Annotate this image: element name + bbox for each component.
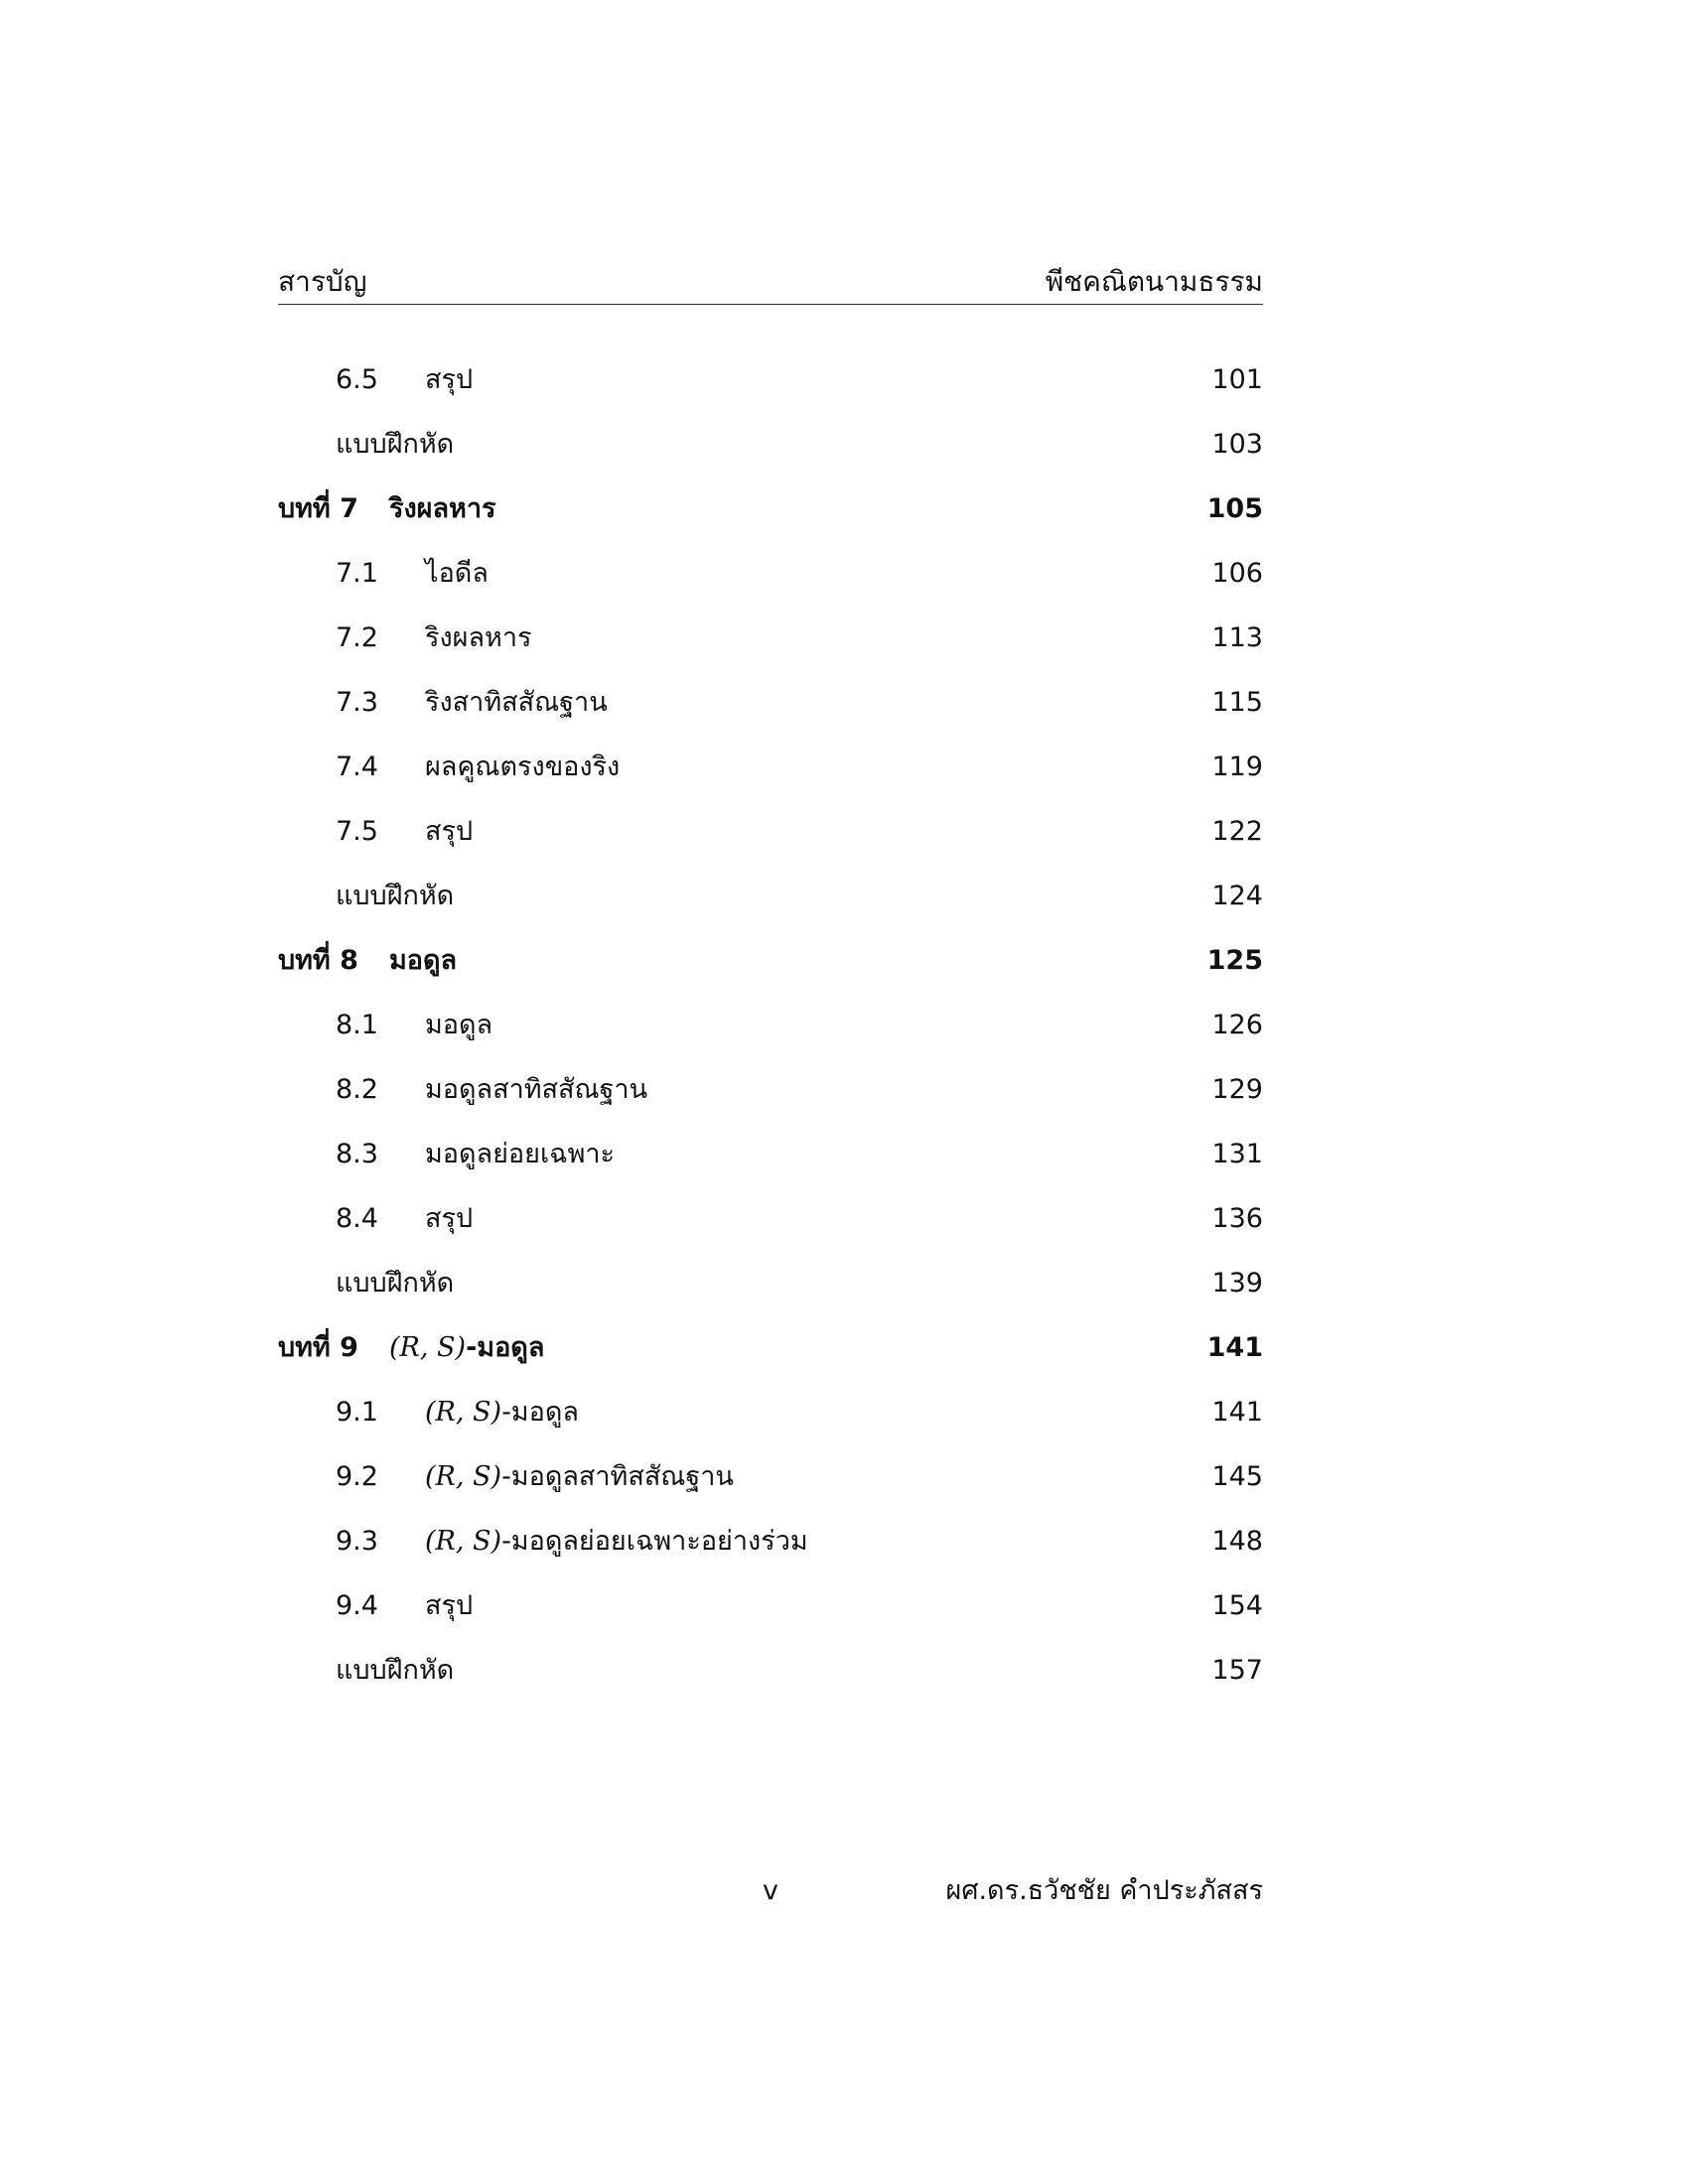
toc-entry-title-text: -มอดูล xyxy=(466,1332,545,1363)
toc-entry-title-text: ผลคูณตรงของริง xyxy=(425,751,621,782)
toc-entry-page: 148 xyxy=(1203,1509,1263,1573)
toc-entry-number: บทที่ 7 xyxy=(278,493,358,524)
toc-entry-title xyxy=(425,1509,818,1573)
toc-entry-title xyxy=(425,347,483,412)
toc-entry-title-text: สรุป xyxy=(425,1203,474,1234)
toc-entry-number: 9.2 xyxy=(336,1461,378,1492)
toc-entry-section[interactable] xyxy=(278,993,1263,1057)
toc-entry-number: 8.1 xyxy=(336,1010,378,1040)
toc-entry-number: 9.1 xyxy=(336,1397,378,1428)
toc-entry-title-text: -มอดูลย่อยเฉพาะอย่างร่วม xyxy=(501,1526,808,1557)
toc-entry-section[interactable] xyxy=(278,735,1263,799)
toc-entry-exercise[interactable] xyxy=(278,1638,1263,1703)
math-expression: (R, S) xyxy=(425,1461,502,1492)
toc-entry-title-text: แบบฝึกหัด xyxy=(336,1268,455,1298)
math-expression: (R, S) xyxy=(389,1332,467,1363)
toc-entry-title-text: มอดูลย่อยเฉพาะ xyxy=(425,1139,616,1169)
header-section-title: สารบัญ xyxy=(278,265,367,298)
toc-entry-title xyxy=(425,606,542,670)
toc-entry-title xyxy=(336,1638,464,1703)
toc-entry-page: 113 xyxy=(1203,606,1263,670)
toc-entry-title xyxy=(389,1315,554,1380)
toc-entry-number: บทที่ 8 xyxy=(278,945,358,976)
toc-entry-title xyxy=(425,1444,744,1509)
toc-entry-section[interactable] xyxy=(278,670,1263,735)
toc-entry-page: 122 xyxy=(1203,799,1263,864)
toc-entry-title-text: ริงผลหาร xyxy=(389,493,496,524)
toc-entry-title xyxy=(425,670,618,735)
toc-entry-title-text: -มอดูลสาทิสสัณฐาน xyxy=(501,1461,734,1492)
toc-entry-exercise[interactable] xyxy=(278,864,1263,928)
toc-entry-section[interactable] xyxy=(278,1444,1263,1509)
toc-entry-page: 131 xyxy=(1203,1122,1263,1186)
toc-entry-title-text: แบบฝึกหัด xyxy=(336,881,455,911)
toc-entry-chapter[interactable] xyxy=(278,1315,1263,1380)
toc-entry-chapter[interactable] xyxy=(278,477,1263,541)
toc-entry-title xyxy=(425,993,502,1057)
toc-entry-number: 9.3 xyxy=(336,1526,378,1557)
table-of-contents xyxy=(278,347,1263,1703)
toc-entry-page: 141 xyxy=(1199,1315,1263,1380)
header-book-title: พีชคณิตนามธรรม xyxy=(1045,265,1263,298)
toc-entry-page: 154 xyxy=(1203,1573,1263,1638)
toc-entry-title-text: ไอดีล xyxy=(425,558,489,589)
toc-entry-page: 125 xyxy=(1199,928,1263,993)
toc-entry-title-text: แบบฝึกหัด xyxy=(336,1655,455,1686)
toc-entry-page: 145 xyxy=(1203,1444,1263,1509)
toc-entry-title xyxy=(425,799,483,864)
toc-entry-page: 139 xyxy=(1203,1251,1263,1315)
toc-entry-section[interactable] xyxy=(278,1573,1263,1638)
toc-entry-number: 8.4 xyxy=(336,1203,378,1234)
toc-entry-page: 119 xyxy=(1203,735,1263,799)
toc-entry-exercise[interactable] xyxy=(278,412,1263,477)
toc-entry-page: 129 xyxy=(1203,1057,1263,1122)
toc-entry-title xyxy=(425,1057,657,1122)
toc-entry-title-text: ริงสาทิสสัณฐาน xyxy=(425,687,608,718)
toc-entry-title-text: มอดูลสาทิสสัณฐาน xyxy=(425,1074,648,1105)
running-header xyxy=(278,260,1263,305)
author-name: ผศ.ดร.ธวัชชัย คำประภัสสร xyxy=(945,1875,1263,1906)
toc-entry-title-text: สรุป xyxy=(425,1590,474,1621)
toc-entry-number: 6.5 xyxy=(336,364,378,395)
toc-entry-title xyxy=(425,541,498,606)
toc-entry-section[interactable] xyxy=(278,1186,1263,1251)
toc-entry-title xyxy=(425,1186,483,1251)
page-footer xyxy=(278,1871,1263,1911)
toc-entry-title xyxy=(336,412,464,477)
toc-entry-title-text: แบบฝึกหัด xyxy=(336,429,455,460)
toc-entry-page: 157 xyxy=(1203,1638,1263,1703)
toc-entry-number: 7.3 xyxy=(336,687,378,718)
toc-entry-title xyxy=(389,477,506,541)
toc-entry-page: 103 xyxy=(1203,412,1263,477)
toc-entry-title xyxy=(425,1380,589,1444)
toc-entry-title-text: -มอดูล xyxy=(501,1397,579,1428)
toc-entry-number: 7.4 xyxy=(336,751,378,782)
toc-entry-number: 7.5 xyxy=(336,816,378,847)
toc-entry-section[interactable] xyxy=(278,606,1263,670)
toc-entry-number: 7.2 xyxy=(336,622,378,653)
toc-entry-number: บทที่ 9 xyxy=(278,1332,358,1363)
toc-entry-chapter[interactable] xyxy=(278,928,1263,993)
math-expression: (R, S) xyxy=(425,1526,502,1557)
toc-entry-title xyxy=(336,1251,464,1315)
page-number: v xyxy=(763,1875,778,1906)
toc-entry-number: 9.4 xyxy=(336,1590,378,1621)
toc-entry-section[interactable] xyxy=(278,1380,1263,1444)
toc-entry-page: 124 xyxy=(1203,864,1263,928)
toc-entry-page: 106 xyxy=(1203,541,1263,606)
toc-entry-page: 126 xyxy=(1203,993,1263,1057)
toc-entry-title xyxy=(336,864,464,928)
toc-entry-title-text: สรุป xyxy=(425,364,474,395)
toc-entry-number: 8.2 xyxy=(336,1074,378,1105)
toc-entry-section[interactable] xyxy=(278,1509,1263,1573)
toc-entry-title xyxy=(425,1573,483,1638)
toc-entry-section[interactable] xyxy=(278,799,1263,864)
toc-entry-page: 115 xyxy=(1203,670,1263,735)
toc-entry-page: 141 xyxy=(1203,1380,1263,1444)
toc-entry-page: 136 xyxy=(1203,1186,1263,1251)
toc-entry-section[interactable] xyxy=(278,347,1263,412)
toc-entry-title-text: ริงผลหาร xyxy=(425,622,532,653)
toc-entry-title xyxy=(425,1122,625,1186)
math-expression: (R, S) xyxy=(425,1397,502,1428)
toc-entry-exercise[interactable] xyxy=(278,1251,1263,1315)
toc-entry-section[interactable] xyxy=(278,1057,1263,1122)
toc-entry-page: 101 xyxy=(1203,347,1263,412)
toc-entry-section[interactable] xyxy=(278,1122,1263,1186)
toc-entry-title-text: สรุป xyxy=(425,816,474,847)
toc-entry-section[interactable] xyxy=(278,541,1263,606)
toc-entry-number: 8.3 xyxy=(336,1139,378,1169)
toc-entry-title-text: มอดูล xyxy=(425,1010,493,1040)
toc-entry-number: 7.1 xyxy=(336,558,378,589)
toc-entry-title xyxy=(389,928,467,993)
toc-entry-title-text: มอดูล xyxy=(389,945,458,976)
toc-entry-page: 105 xyxy=(1199,477,1263,541)
toc-entry-title xyxy=(425,735,630,799)
